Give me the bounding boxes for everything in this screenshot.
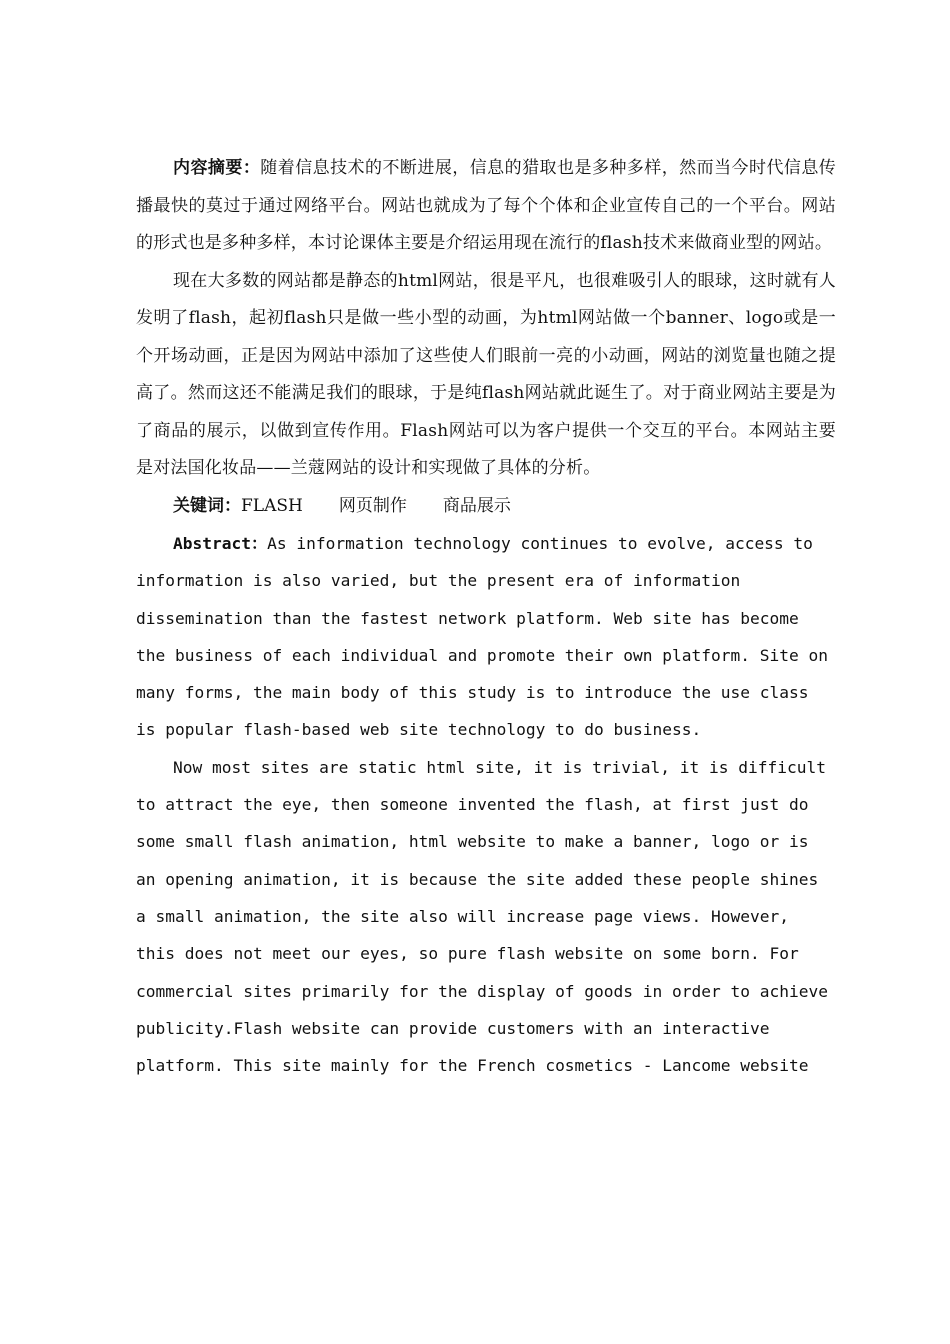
abstract-text: As information technology continues to evolve, access to information is also varied, but the present era of information dissemination than the fastest network platform. Web site has become the business of each individual and promote their own platform. Site on many forms, the main body of this study is to introduce the use class is popular flash-based web site technology to do business. <box>136 534 828 740</box>
abstract-paragraph <box>136 525 836 749</box>
summary-text: 随着信息技术的不断进展，信息的猎取也是多种多样，然而当今时代信息传播最快的莫过于通过网络平台。网站也就成为了每个个体和企业宣传自己的一个平台。网站的形式也是多种多样，本讨论课体主要是介绍运用现在流行的flash技术来做商业型的网站。 <box>136 158 837 253</box>
summary-label: 内容摘要： <box>173 158 261 178</box>
summary-paragraph <box>136 150 836 263</box>
summary-paragraph-2: 现在大多数的网站都是静态的html网站，很是平凡，也很难吸引人的眼球，这时就有人发明了flash，起初flash只是做一些小型的动画，为html网站做一个banner、logo或是一个开场动画，正是因为网站中添加了这些使人们眼前一亮的小动画，网站的浏览量也随之提高了。然而这还不能满足我们的眼球，于是纯flash网站就此诞生了。对于商业网站主要是为了商品的展示，以做到宣传作用。Flash网站可以为客户提供一个交互的平台。本网站主要是对法国化妆品——兰蔻网站的设计和实现做了具体的分析。 <box>136 270 836 478</box>
keyword-item: FLASH <box>241 495 303 516</box>
keywords-line <box>136 488 836 526</box>
keywords-label: 关键词： <box>173 495 241 516</box>
document-body <box>136 150 836 1084</box>
abstract-paragraph-2: Now most sites are static html site, it is trivial, it is difficult to attract the eye, then someone invented the flash, at first just do some small flash animation, html website to make a banner, logo or is an opening animation, it is because the site added these people shines a small animation, the site also will increase page views. However, this does not meet our eyes, so pure flash website on some born. For commercial sites primarily for the display of goods in order to achieve publicity.Flash website can provide customers with an interactive platform. This site mainly for the French cosmetics - Lancome website <box>136 757 828 1076</box>
abstract-label: Abstract： <box>173 534 268 553</box>
keyword-item: 网页制作 <box>338 495 407 516</box>
keyword-item: 商品展示 <box>442 495 511 516</box>
